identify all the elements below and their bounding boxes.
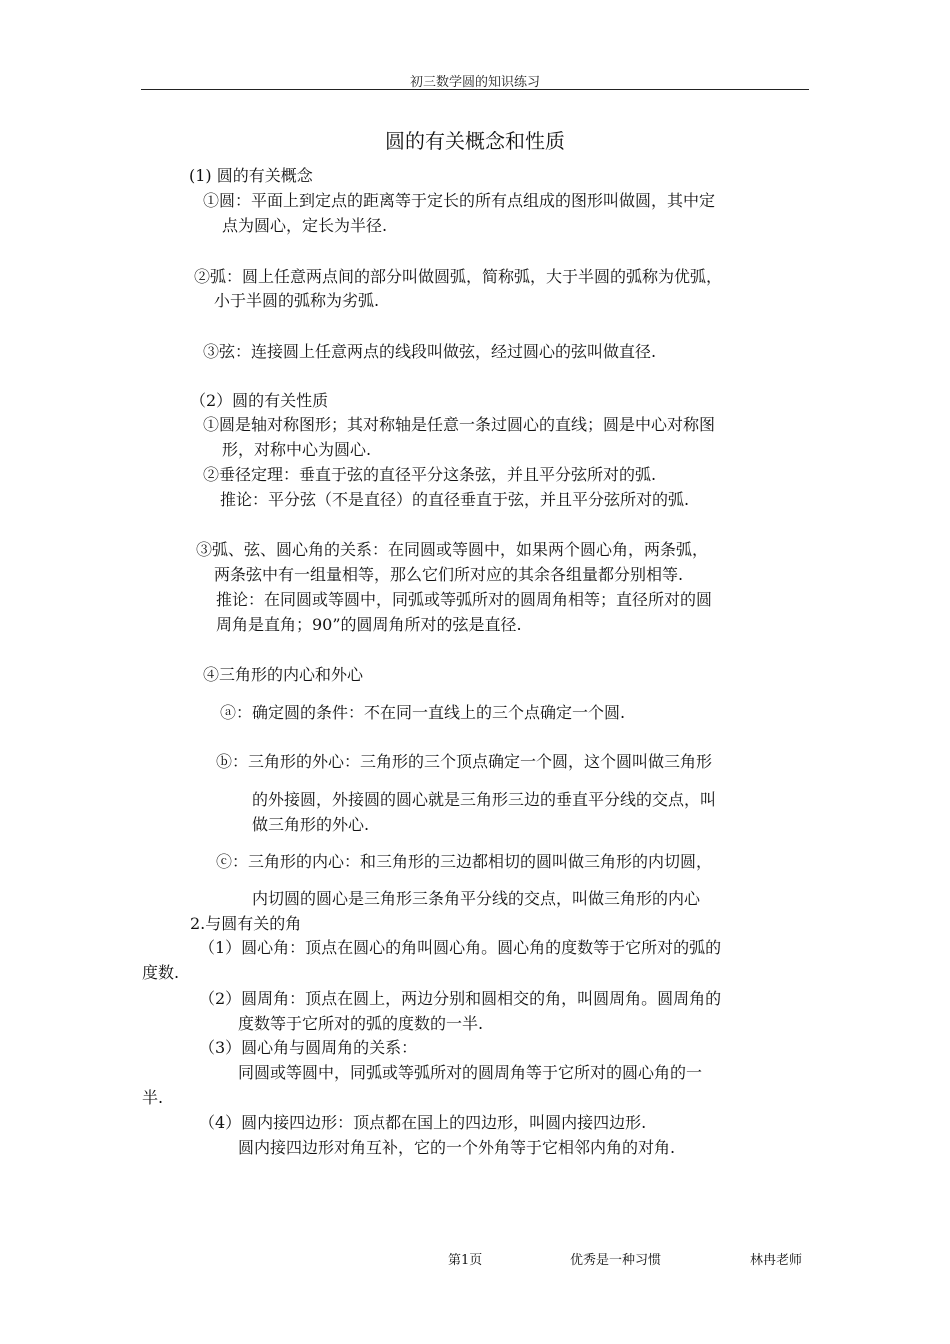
text-line: ⓐ：确定圆的条件：不在同一直线上的三个点确定一个圆. [220, 703, 626, 722]
text-line: （3）圆心角与圆周角的关系： [199, 1038, 418, 1057]
section-heading: （2）圆的有关性质 [190, 391, 329, 410]
text-line: 形，对称中心为圆心. [222, 440, 372, 459]
text-line: 两条弦中有一组量相等，那么它们所对应的其余各组量都分别相等. [214, 565, 684, 584]
text-line: 同圆或等圆中，同弧或等弧所对的圆周角等于它所对的圆心角的一 [238, 1063, 703, 1082]
text-line: ①圆：平面上到定点的距离等于定长的所有点组成的图形叫做圆，其中定 [203, 191, 716, 210]
text-line: 的外接圆，外接圆的圆心就是三角形三边的垂直平分线的交点，叫 [252, 790, 717, 809]
text-line: 周角是直角；90”的圆周角所对的弦是直径. [216, 615, 522, 634]
text-line: （4）圆内接四边形：顶点都在国上的四边形，叫圆内接四边形. [199, 1113, 647, 1132]
text-line: 推论：平分弦（不是直径）的直径垂直于弦，并且平分弦所对的弧. [220, 490, 690, 509]
text-line: ⓑ：三角形的外心：三角形的三个顶点确定一个圆，这个圆叫做三角形 [216, 752, 713, 771]
text-line: 点为圆心，定长为半径. [222, 216, 388, 235]
text-line: 小于半圆的弧称为劣弧. [214, 291, 380, 310]
text-line: 圆内接四边形对角互补，它的一个外角等于它相邻内角的对角. [238, 1138, 676, 1157]
section-heading: 2.与圆有关的角 [190, 914, 302, 933]
text-line: ③弦：连接圆上任意两点的线段叫做弦，经过圆心的弦叫做直径. [203, 342, 657, 361]
footer-author: 林冉老师 [750, 1253, 803, 1268]
text-line: 做三角形的外心. [252, 815, 370, 834]
page-title: 圆的有关概念和性质 [385, 129, 565, 153]
text-line: ②弧：圆上任意两点间的部分叫做圆弧，简称弧，大于半圆的弧称为优弧， [194, 267, 723, 286]
text-line: 推论：在同圆或等圆中，同弧或等弧所对的圆周角相等；直径所对的圆 [216, 590, 713, 609]
footer-motto: 优秀是一种习惯 [570, 1253, 662, 1268]
text-line: ②垂径定理：垂直于弦的直径平分这条弦，并且平分弦所对的弧. [203, 465, 657, 484]
page-number: 第1页 [448, 1253, 483, 1268]
text-line: 度数等于它所对的弧的度数的一半. [238, 1014, 484, 1033]
text-line: 半. [142, 1088, 164, 1107]
page-header: 初三数学圆的知识练习 [409, 75, 540, 90]
text-line: （2）圆周角：顶点在圆上，两边分别和圆相交的角，叫圆周角。圆周角的 [199, 989, 722, 1008]
text-line: ③弧、弦、圆心角的关系：在同圆或等圆中，如果两个圆心角，两条弧， [196, 540, 709, 559]
text-line: ①圆是轴对称图形；其对称轴是任意一条过圆心的直线；圆是中心对称图 [203, 415, 716, 434]
text-line: （1）圆心角：顶点在圆心的角叫圆心角。圆心角的度数等于它所对的弧的 [199, 938, 722, 957]
section-heading: (1) 圆的有关概念 [189, 166, 313, 185]
text-line: ④三角形的内心和外心 [203, 665, 364, 684]
text-line: ⓒ：三角形的内心：和三角形的三边都相切的圆叫做三角形的内切圆， [216, 852, 713, 871]
text-line: 内切圆的圆心是三角形三条角平分线的交点，叫做三角形的内心 [252, 889, 701, 908]
header-divider [141, 89, 809, 90]
text-line: 度数. [142, 963, 180, 982]
